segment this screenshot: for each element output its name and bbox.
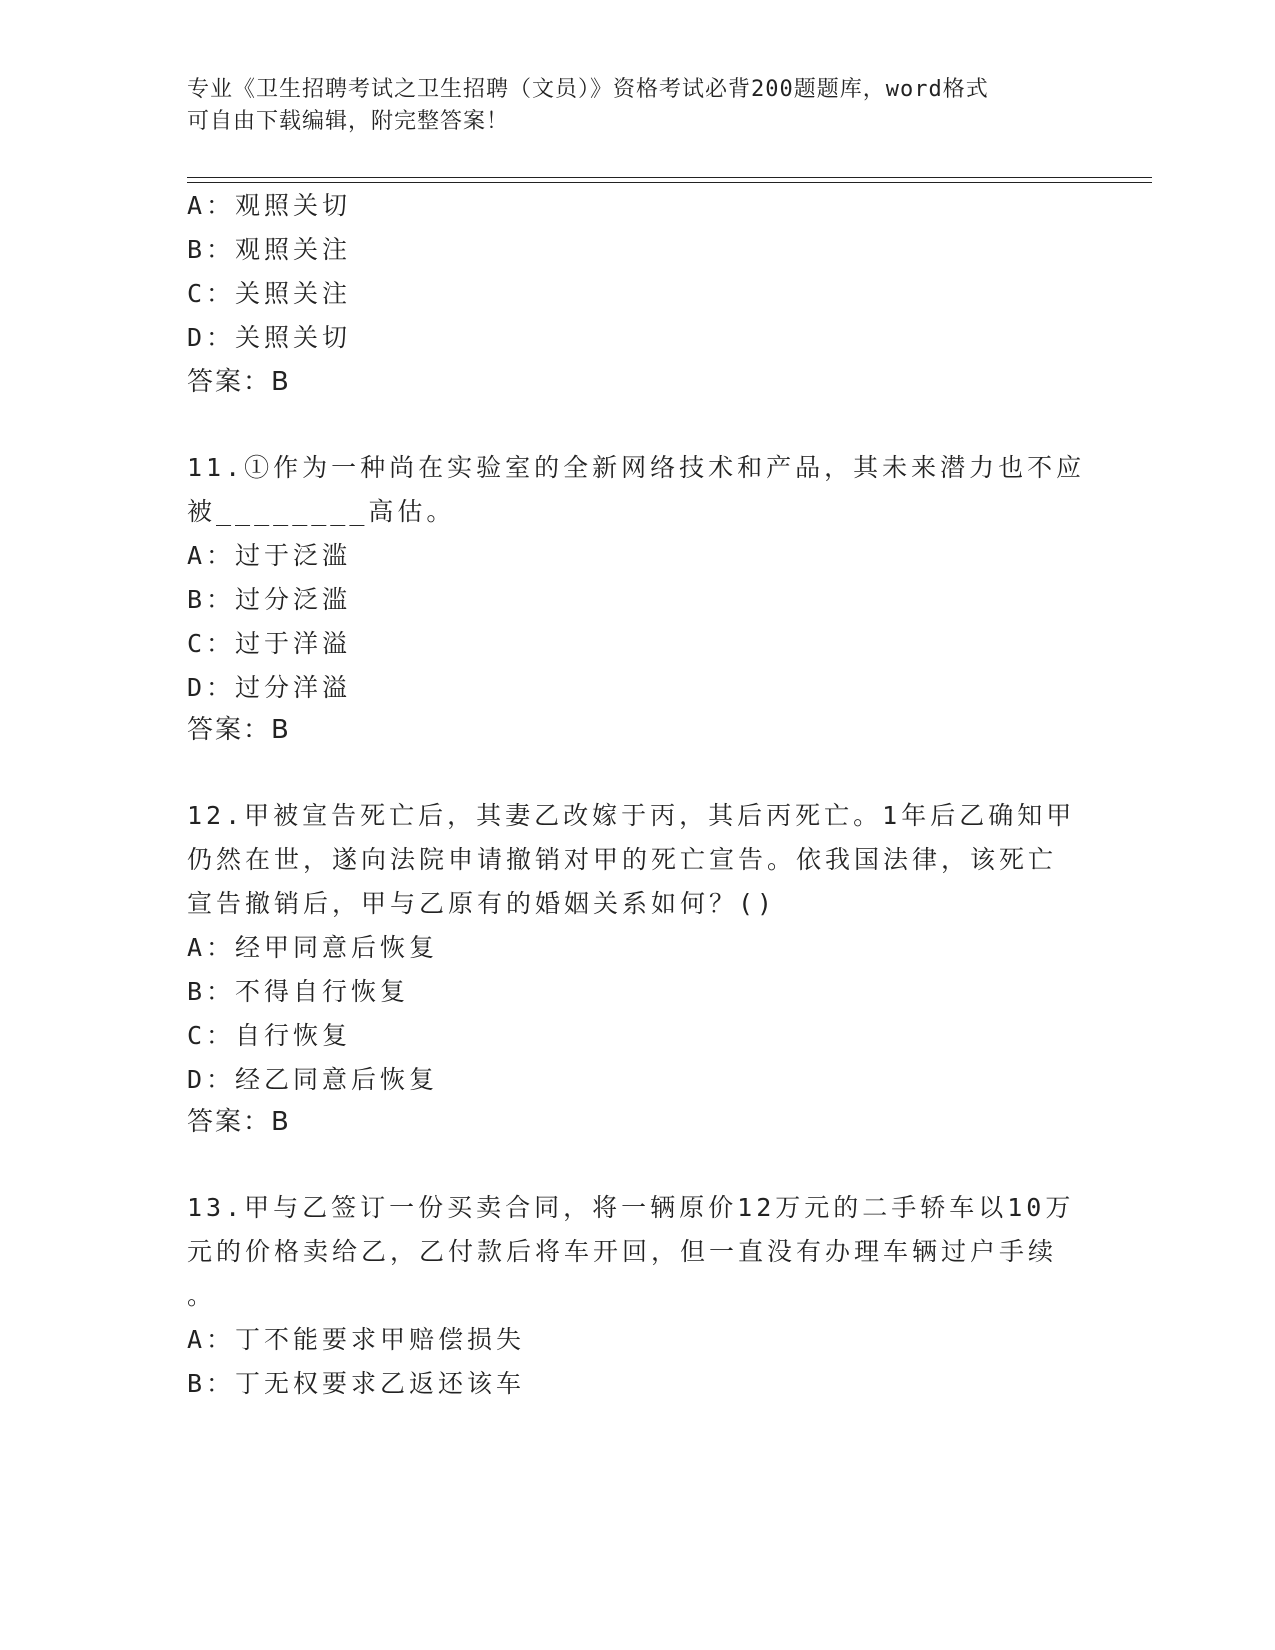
q12-option-a: A：经甲同意后恢复 bbox=[187, 933, 439, 962]
header-divider-bottom bbox=[187, 182, 1152, 183]
q12-stem-line3: 宣告撤销后，甲与乙原有的婚姻关系如何？() bbox=[187, 889, 777, 918]
q11-option-c: C：过于洋溢 bbox=[187, 629, 352, 658]
q13-option-b: B：丁无权要求乙返还该车 bbox=[187, 1369, 526, 1398]
q11-answer: 答案：B bbox=[187, 715, 291, 745]
q13-option-a: A：丁不能要求甲赔偿损失 bbox=[187, 1325, 526, 1354]
q10-answer: 答案：B bbox=[187, 367, 291, 397]
q10-option-d: D：关照关切 bbox=[187, 323, 352, 352]
q12-stem-line1: 12.甲被宣告死亡后，其妻乙改嫁于丙，其后丙死亡。1年后乙确知甲 bbox=[187, 801, 1076, 830]
q13-stem-line1: 13.甲与乙签订一份买卖合同，将一辆原价12万元的二手轿车以10万 bbox=[187, 1193, 1075, 1222]
q13-stem-line2: 元的价格卖给乙，乙付款后将车开回，但一直没有办理车辆过户手续 bbox=[187, 1237, 1058, 1266]
header-title-line1: 专业《卫生招聘考试之卫生招聘（文员）》资格考试必背200题题库，word格式 bbox=[187, 77, 989, 102]
q12-stem-line2: 仍然在世，遂向法院申请撤销对甲的死亡宣告。依我国法律，该死亡 bbox=[187, 845, 1058, 874]
q11-option-a: A：过于泛滥 bbox=[187, 541, 352, 570]
q11-option-d: D：过分洋溢 bbox=[187, 673, 352, 702]
q11-stem-line2: 被________高估。 bbox=[187, 497, 456, 526]
q12-answer: 答案：B bbox=[187, 1107, 291, 1137]
q12-option-b: B：不得自行恢复 bbox=[187, 977, 410, 1006]
document-header bbox=[187, 74, 1087, 138]
q12-option-d: D：经乙同意后恢复 bbox=[187, 1065, 439, 1094]
q10-option-b: B：观照关注 bbox=[187, 235, 352, 264]
header-divider-top bbox=[187, 177, 1152, 178]
q12-option-c: C：自行恢复 bbox=[187, 1021, 352, 1050]
q13-stem-line3: 。 bbox=[187, 1281, 217, 1310]
header-title-line2: 可自由下载编辑，附完整答案！ bbox=[187, 109, 510, 134]
q11-option-b: B：过分泛滥 bbox=[187, 585, 352, 614]
q11-stem-line1: 11.①作为一种尚在实验室的全新网络技术和产品，其未来潜力也不应 bbox=[187, 453, 1086, 482]
q10-option-c: C：关照关注 bbox=[187, 279, 352, 308]
q10-option-a: A：观照关切 bbox=[187, 191, 352, 220]
